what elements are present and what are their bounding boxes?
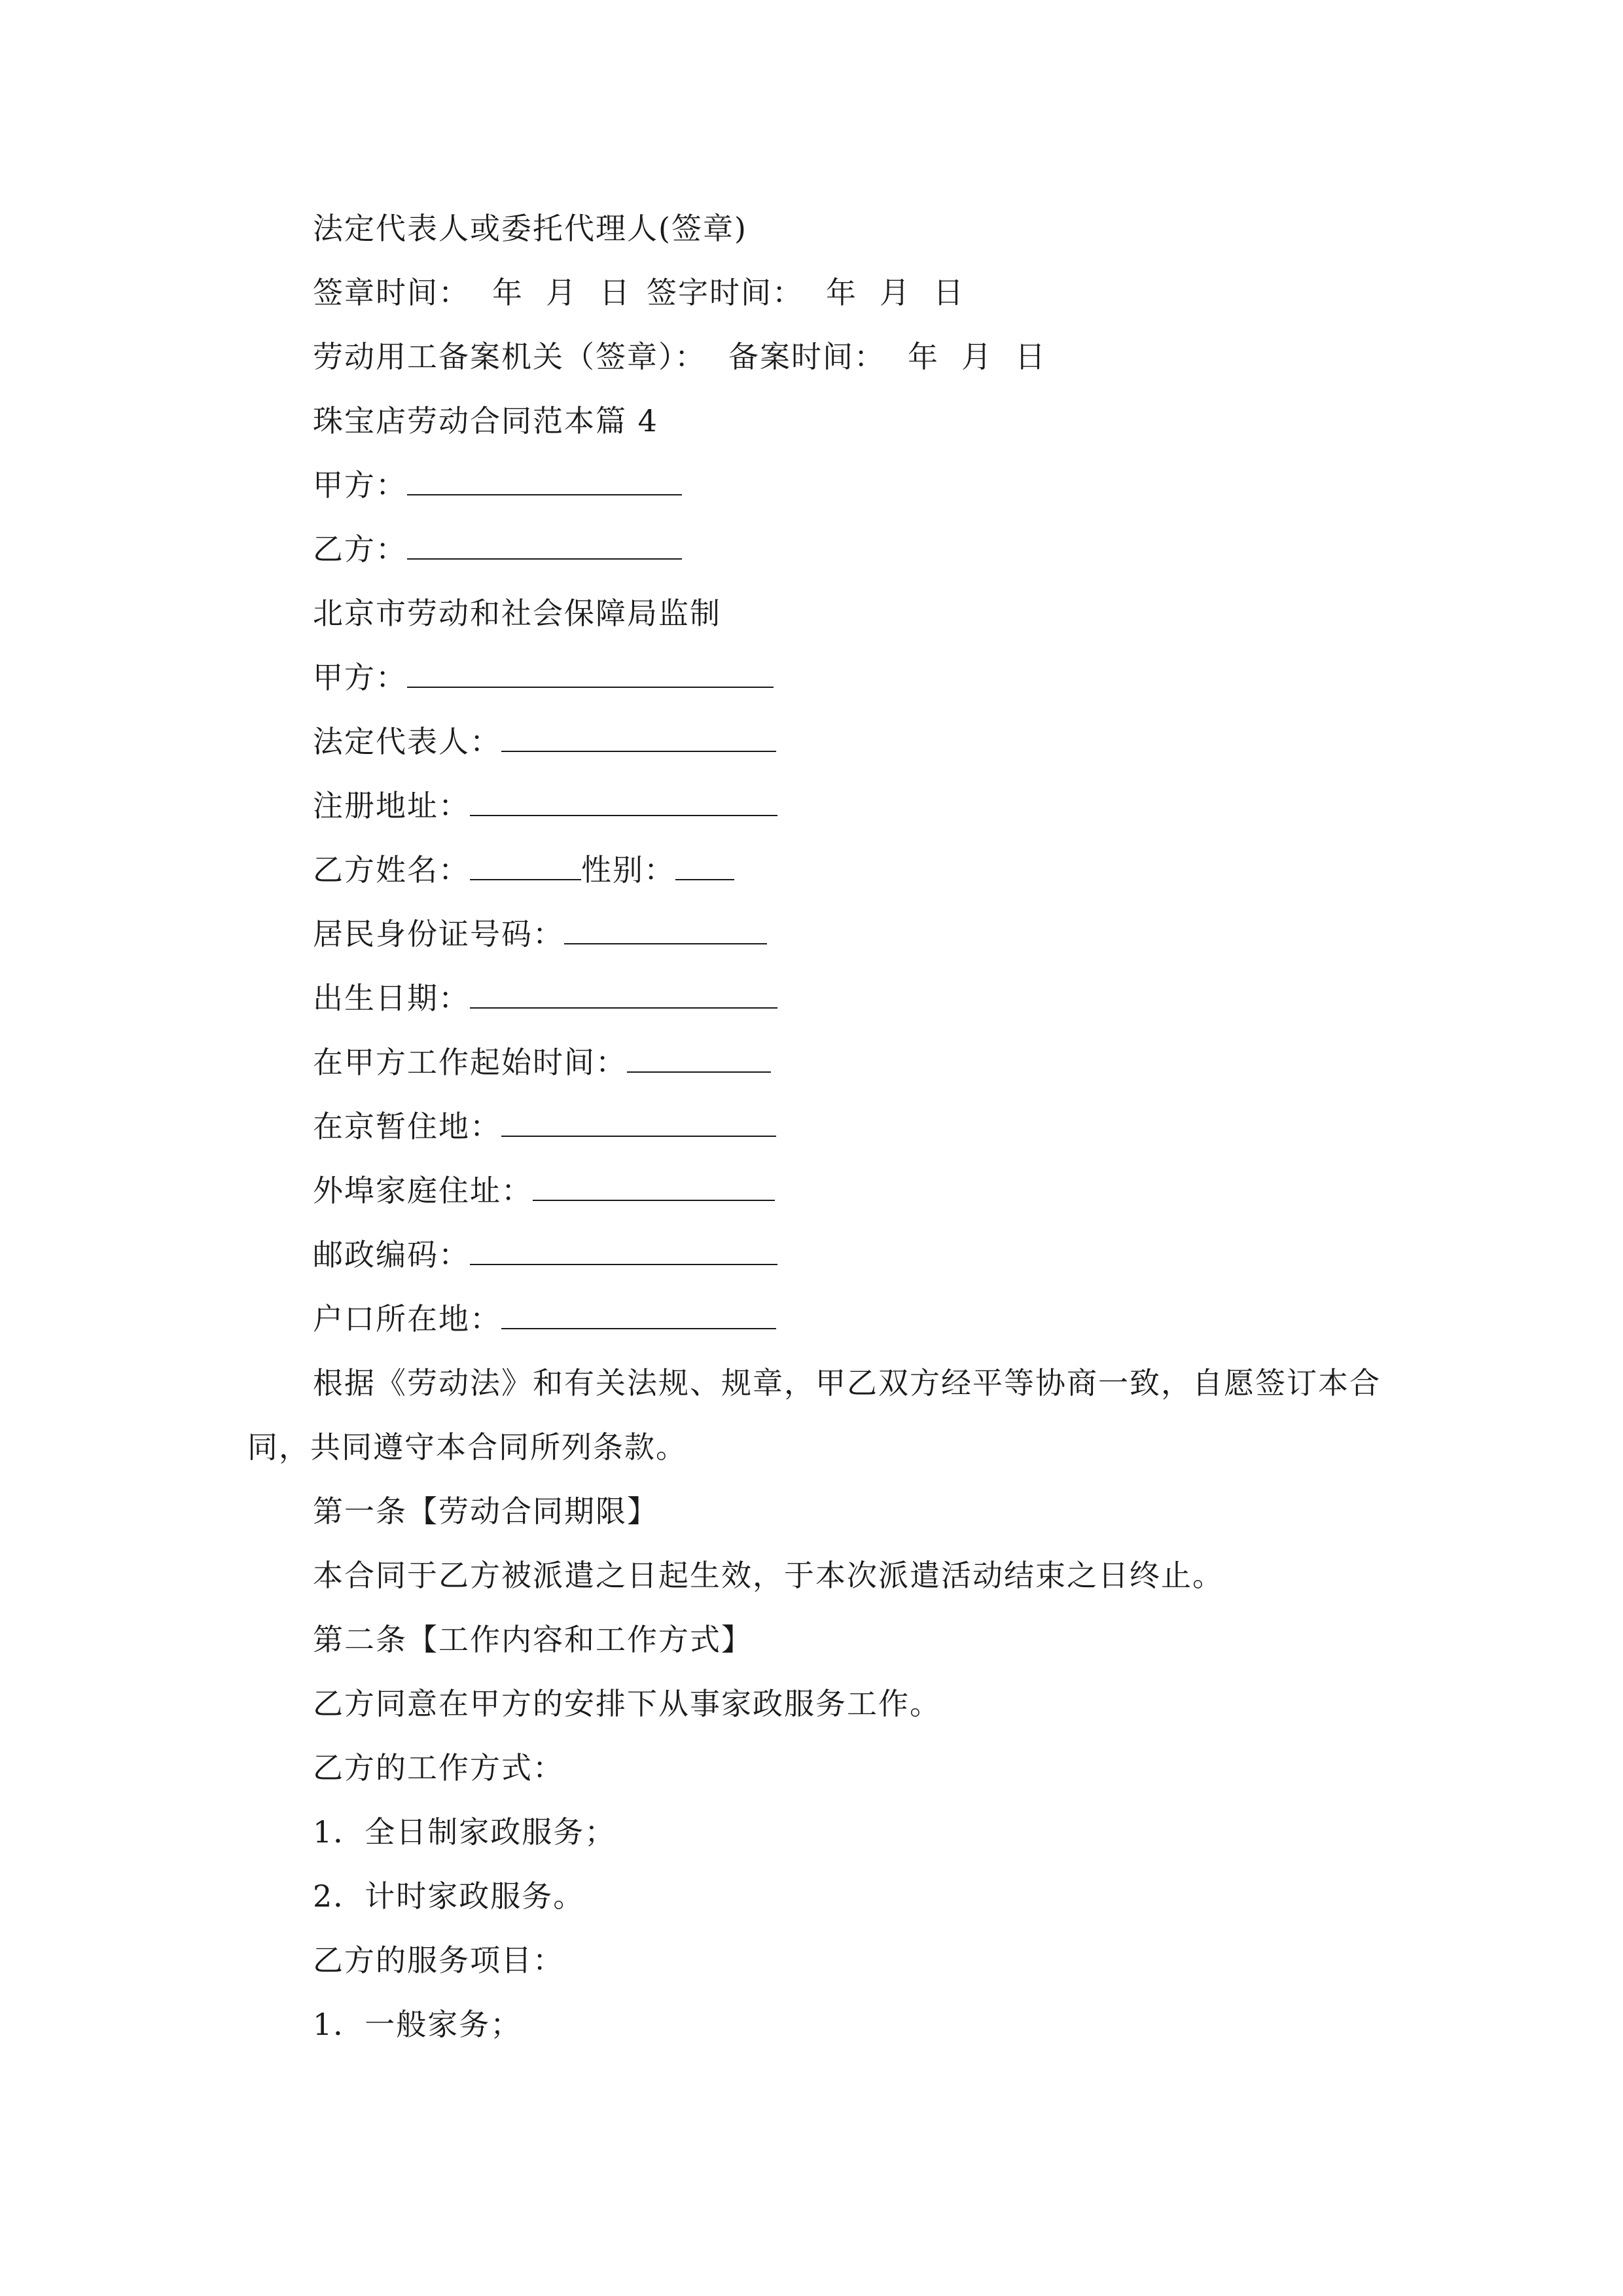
work-mode-item-text: 2．计时家政服务。 (313, 1878, 585, 1914)
work-mode-item-text: 1．全日制家政服务； (313, 1814, 616, 1850)
id-number-line (247, 902, 1399, 966)
home-address-line (247, 1158, 1399, 1223)
name-label: 乙方姓名： (313, 852, 470, 888)
birthdate-line (247, 966, 1399, 1030)
signing-date-line (247, 260, 1399, 325)
birthdate-label: 出生日期： (313, 980, 470, 1016)
hukou-line (247, 1287, 1399, 1351)
article-1-body (247, 1543, 1399, 1607)
id-number-label: 居民身份证号码： (313, 916, 564, 952)
address-label: 注册地址： (313, 788, 470, 823)
month-label: 月 (546, 275, 577, 310)
legal-rep-blank[interactable] (501, 725, 776, 752)
document-body (247, 196, 1399, 2056)
article-1-heading-text: 第一条【劳动合同期限】 (313, 1494, 658, 1529)
article-2-heading (247, 1607, 1399, 1672)
article-1-heading (247, 1479, 1399, 1543)
home-address-label: 外埠家庭住址： (313, 1173, 533, 1208)
name-blank[interactable] (470, 853, 581, 880)
service-item-text: 1．一般家务； (313, 2007, 522, 2042)
employer-line (247, 645, 1399, 709)
year-label: 年 (826, 275, 857, 310)
id-number-blank[interactable] (564, 917, 767, 944)
postal-code-line (247, 1223, 1399, 1287)
filing-line (247, 325, 1399, 389)
day-label: 日 (599, 275, 631, 310)
month-label: 月 (961, 339, 993, 374)
party-b-blank[interactable] (407, 532, 682, 560)
employer-label: 甲方： (313, 660, 407, 695)
beijing-residence-line (247, 1094, 1399, 1158)
signature-line (247, 196, 1399, 260)
address-blank[interactable] (470, 789, 777, 816)
start-date-blank[interactable] (627, 1045, 771, 1073)
article-2-body-text: 乙方同意在甲方的安排下从事家政服务工作。 (313, 1686, 941, 1721)
service-items-heading-text: 乙方的服务项目： (313, 1943, 564, 1978)
supervisor-line (247, 581, 1399, 645)
day-label: 日 (933, 275, 965, 310)
employer-blank[interactable] (407, 660, 774, 688)
month-label: 月 (880, 275, 911, 310)
party-b-label: 乙方： (313, 531, 407, 567)
party-a-label: 甲方： (313, 467, 407, 503)
preamble-paragraph: 根据《劳动法》和有关法规、规章，甲乙双方经平等协商一致，自愿签订本合同，共同遵守本合同所列条款。 (247, 1365, 1381, 1465)
postal-code-label: 邮政编码： (313, 1237, 470, 1272)
year-label: 年 (908, 339, 939, 374)
address-line (247, 774, 1399, 838)
birthdate-blank[interactable] (470, 981, 777, 1009)
year-label: 年 (492, 275, 524, 310)
name-gender-line (247, 838, 1399, 902)
hukou-blank[interactable] (501, 1302, 776, 1329)
article-2-body (247, 1672, 1399, 1736)
seal-time-label: 签章时间： (313, 275, 470, 310)
work-mode-heading-text: 乙方的工作方式： (313, 1750, 564, 1785)
postal-code-blank[interactable] (470, 1238, 777, 1265)
party-a-line (247, 453, 1399, 517)
signature-label: 法定代表人或委托代理人(签章) (313, 211, 747, 246)
day-label: 日 (1015, 339, 1046, 374)
filing-authority-label: 劳动用工备案机关（签章）： (313, 339, 706, 374)
beijing-residence-blank[interactable] (501, 1109, 776, 1137)
start-date-line (247, 1030, 1399, 1094)
article-2-heading-text: 第二条【工作内容和工作方式】 (313, 1622, 753, 1657)
work-mode-heading (247, 1736, 1399, 1800)
service-items-heading (247, 1928, 1399, 1992)
gender-label: 性别： (581, 852, 675, 888)
home-address-blank[interactable] (533, 1174, 775, 1201)
legal-rep-line (247, 709, 1399, 774)
legal-rep-label: 法定代表人： (313, 724, 501, 759)
section-title (247, 389, 1399, 453)
gender-blank[interactable] (675, 853, 734, 880)
section-title-text: 珠宝店劳动合同范本篇 4 (313, 403, 658, 439)
service-item (247, 1992, 1399, 2056)
start-date-label: 在甲方工作起始时间： (313, 1045, 627, 1080)
work-mode-item (247, 1800, 1399, 1864)
sign-time-label: 签字时间： (647, 275, 804, 310)
party-a-blank[interactable] (407, 468, 682, 495)
supervisor-text: 北京市劳动和社会保障局监制 (313, 596, 721, 631)
work-mode-item (247, 1864, 1399, 1928)
beijing-residence-label: 在京暂住地： (313, 1109, 501, 1144)
hukou-label: 户口所在地： (313, 1301, 501, 1336)
filing-time-label: 备案时间： (728, 339, 885, 374)
party-b-line (247, 517, 1399, 581)
article-1-body-text: 本合同于乙方被派遣之日起生效，于本次派遣活动结束之日终止。 (313, 1558, 1224, 1593)
